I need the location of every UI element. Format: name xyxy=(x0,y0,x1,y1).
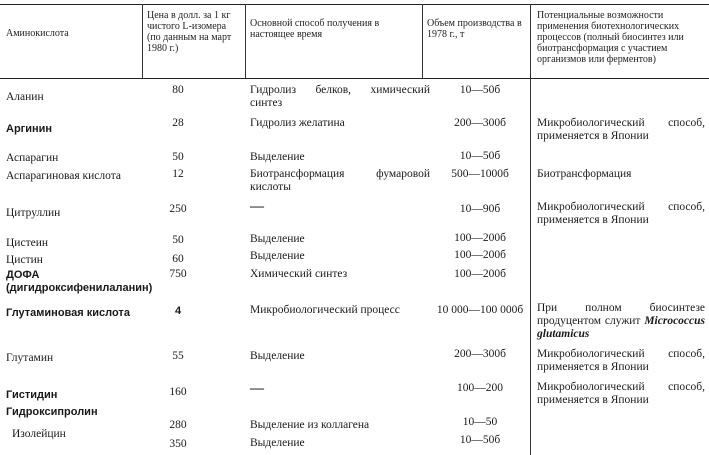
table-row-method: — xyxy=(250,381,264,396)
table-row-price: 350 xyxy=(169,438,187,450)
table-row-price: 50 xyxy=(172,151,184,163)
table-row-volume: 100—200б xyxy=(454,249,506,261)
table-row-volume: 10—50б xyxy=(459,434,501,446)
table-row-name: Аспарагиновая кислота xyxy=(6,170,122,182)
header-price: Цена в долл. за 1 кг чистого L-изомера (по данным на март 1980 г.) xyxy=(147,10,232,54)
potential-text: При полном биосинтезе продуцентом служит xyxy=(537,302,705,327)
table-row-price: 12 xyxy=(172,168,184,180)
table-row-volume: 10—50 xyxy=(462,416,498,428)
table-row-volume: 100—200б xyxy=(454,232,506,244)
table-row-method: Выделение xyxy=(250,350,305,362)
table-row-volume: 200—300б xyxy=(454,348,506,360)
header-bottom-rule xyxy=(0,78,709,79)
table-row-method: Выделение xyxy=(250,437,305,449)
header-method: Основной способ получения в настоящее время xyxy=(250,18,380,40)
table-row-potential xyxy=(537,302,705,341)
table-row-name: Аргинин xyxy=(6,123,53,135)
body-separator xyxy=(530,78,531,455)
table-row-price: 280 xyxy=(169,419,187,431)
table-row-volume: 10—50б xyxy=(459,150,501,162)
table-row-price: 28 xyxy=(172,117,184,129)
table-row-potential: Биотрансформация xyxy=(537,168,632,180)
header-potential: Потенциальные возможности применения биотехнологических процессов (полный биосинтез или биотрансформация с участием организмов или ферментов) xyxy=(537,10,684,65)
table-row-method: Выделение xyxy=(250,250,305,262)
table-row-volume: 10 000—100 000б xyxy=(436,304,524,316)
table-row-potential: Микробиологический способ, применяется в Японии xyxy=(537,348,705,373)
table-row-volume: 200—300б xyxy=(454,117,506,129)
table-top-rule xyxy=(0,4,709,5)
table-row-volume: 10—90б xyxy=(459,203,501,215)
table-row-method: Выделение из коллагена xyxy=(250,419,370,431)
table-row-price: 50 xyxy=(172,234,184,246)
table-row-price: 750 xyxy=(169,268,187,280)
table-row-method: Гидролиз белков, химический синтез xyxy=(250,84,430,109)
header-separator xyxy=(422,4,423,78)
organism-name: Micrococcus glutamicus xyxy=(537,315,705,340)
table-row-name: ДОФА (дигидроксифенилаланин) xyxy=(6,269,153,294)
table-row-name: Цистеин xyxy=(6,237,49,249)
table-row-price: 80 xyxy=(172,84,184,96)
table-row-price: 4 xyxy=(174,305,182,317)
table-row-price: 250 xyxy=(169,203,187,215)
header-amino-acid: Аминокислота xyxy=(6,28,69,39)
table-row-method: Выделение xyxy=(250,151,305,163)
table-row-method: Микробиологический процесс xyxy=(250,304,400,316)
table-row-volume: 10—50б xyxy=(459,84,501,96)
table-row-method: — xyxy=(250,199,264,214)
table-row-name: Цистин xyxy=(6,254,43,266)
header-separator xyxy=(530,4,531,78)
header-separator xyxy=(245,4,246,78)
table-row-name: Гистидин xyxy=(6,389,58,401)
table-row-name: Изолейцин xyxy=(12,428,66,440)
table-row-volume: 100—200б xyxy=(454,268,506,280)
table-row-method: Биотрансформация фумаровой кислоты xyxy=(250,168,430,193)
table-row-price: 160 xyxy=(169,386,187,398)
table-row-name: Аланин xyxy=(6,91,44,103)
table-row-name: Глутамин xyxy=(6,352,54,364)
table-row-potential: Микробиологический способ, применяется в Японии xyxy=(537,117,705,142)
table-row-name: Гидроксипролин xyxy=(6,406,98,418)
table-row-method: Гидролиз желатина xyxy=(250,117,345,129)
header-separator xyxy=(142,4,143,78)
table-row-method: Химический синтез xyxy=(250,268,348,280)
table-row-potential: Микробиологический способ, применяется в Японии xyxy=(537,201,705,226)
table-row-name: Аспарагин xyxy=(6,152,59,164)
table-row-price: 55 xyxy=(172,350,184,362)
header-volume: Объем производства в 1978 г., т xyxy=(427,18,522,40)
table-row-price: 60 xyxy=(172,253,184,265)
table-row-volume: 500—1000б xyxy=(451,168,509,180)
table-row-name: Цитруллин xyxy=(6,207,61,219)
table-row-name: Глутаминовая кислота xyxy=(6,307,130,319)
table-row-potential: Микробиологический способ, применяется в Японии xyxy=(537,381,705,406)
table-row-volume: 100—200 xyxy=(457,382,503,394)
table-row-method: Выделение xyxy=(250,233,305,245)
